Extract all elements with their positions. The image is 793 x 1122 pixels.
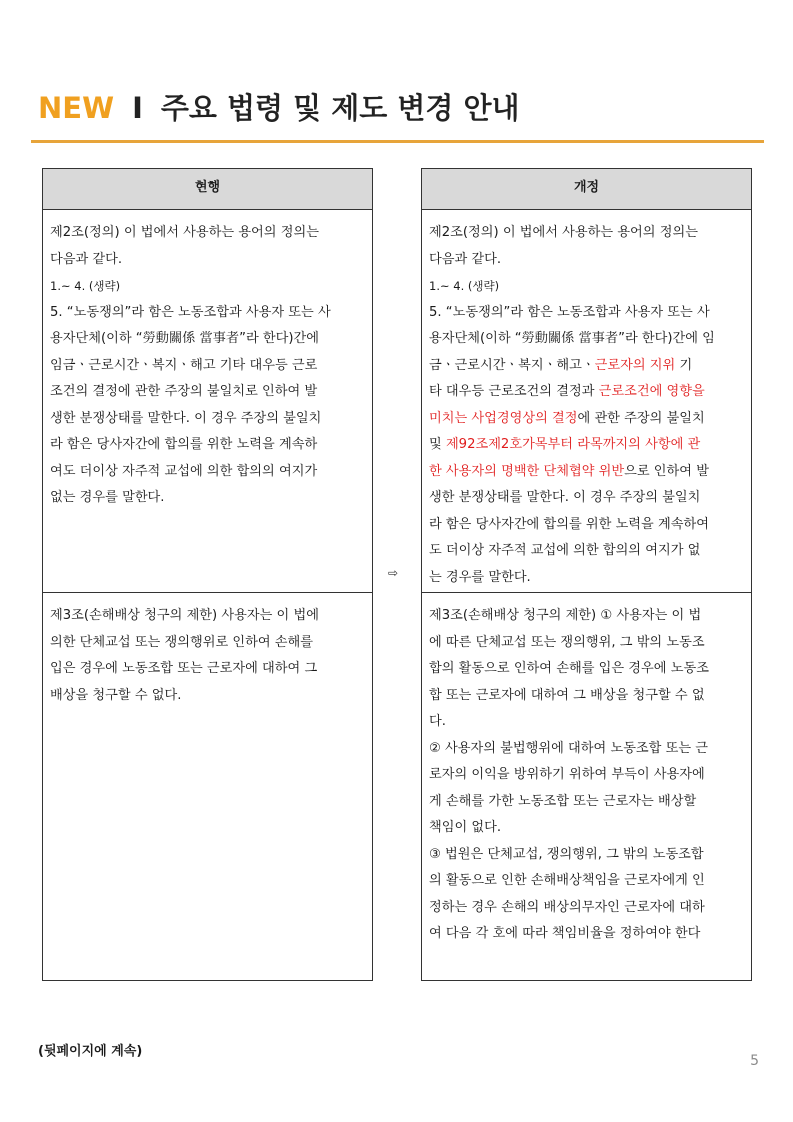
text-line: ② 사용자의 불법행위에 대하여 노동조합 또는 근 (429, 740, 709, 756)
text-line: 여 다음 각 호에 따라 책임비율을 정하여야 한다 (429, 926, 701, 941)
page-number: 5 (750, 1053, 759, 1069)
title-rule (31, 140, 764, 143)
new-label: NEW (38, 91, 115, 125)
text-line: 1.~ 4. (생략) (429, 279, 500, 293)
amended-text: 근로조건에 영향을 (598, 384, 705, 399)
amended-text: 제92조제2호가목부터 라목까지의 사항에 관 (445, 437, 701, 452)
text-line: 라 함은 당사자간에 합의를 위한 노력을 계속하여 (429, 516, 709, 532)
text-line: 임금ㆍ근로시간ㆍ복지ㆍ해고 기타 대우등 근로 (50, 357, 318, 373)
revised-header: 개정 (422, 169, 751, 210)
text-line (429, 353, 744, 380)
text-line: 합의 활동으로 인하여 손해를 입은 경우에 노동조 (429, 661, 709, 676)
text-segment: 및 (429, 437, 446, 452)
text-line: ③ 법원은 단체교섭, 쟁의행위, 그 밖의 노동조합 (429, 846, 704, 862)
text-line: 다음과 같다. (429, 251, 502, 267)
text-line: 정하는 경우 손해의 배상의무자인 근로자에 대하 (429, 899, 705, 915)
text-line: 생한 분쟁상태를 말한다. 이 경우 주장의 불일치 (50, 410, 322, 426)
text-line: 없는 경우를 말한다. (50, 490, 165, 505)
text-line: 라 함은 당사자간에 합의를 위한 노력을 계속하 (50, 437, 318, 452)
page-title (38, 86, 520, 127)
text-line: 배상을 청구할 수 없다. (50, 687, 182, 703)
text-line: 제3조(손해배상 청구의 제한) 사용자는 이 법에 (50, 608, 319, 623)
text-line: 의 활동으로 인한 손해배상책임을 근로자에게 인 (429, 873, 705, 888)
current-header: 현행 (43, 169, 372, 210)
text-segment: 으로 인하여 발 (624, 463, 709, 479)
text-line: 생한 분쟁상태를 말한다. 이 경우 주장의 불일치 (429, 490, 701, 505)
text-line: 에 따른 단체교섭 또는 쟁의행위, 그 밖의 노동조 (429, 634, 705, 650)
text-line: 의한 단체교섭 또는 쟁의행위로 인하여 손해를 (50, 634, 314, 650)
text-line: 게 손해를 가한 노동조합 또는 근로자는 배상할 (429, 793, 697, 809)
current-column (42, 168, 373, 981)
amended-text: 근로자의 지위 (594, 357, 676, 373)
current-article-2 (43, 210, 372, 593)
text-line: 제2조(정의) 이 법에서 사용하는 용어의 정의는 (429, 225, 698, 240)
text-line (429, 379, 744, 406)
text-line: 다음과 같다. (50, 251, 123, 267)
text-segment: 타 대우등 근로조건의 결정과 (429, 384, 599, 399)
text-line: 5. “노동쟁의”라 함은 노동조합과 사용자 또는 사 (50, 304, 331, 320)
text-line (429, 432, 744, 459)
title-text: 주요 법령 및 제도 변경 안내 (160, 91, 520, 125)
text-line: 1.~ 4. (생략) (50, 279, 121, 293)
text-line: 제2조(정의) 이 법에서 사용하는 용어의 정의는 (50, 225, 319, 240)
text-line: 는 경우를 말한다. (429, 569, 531, 585)
text-line: 제3조(손해배상 청구의 제한) ① 사용자는 이 법 (429, 608, 702, 623)
text-line: 입은 경우에 노동조합 또는 근로자에 대하여 그 (50, 661, 318, 676)
text-line: 용자단체(이하 “勞動關係 當事者”라 한다)간에 임 (429, 331, 715, 346)
text-line: 다. (429, 714, 446, 729)
text-line: 책임이 없다. (429, 820, 502, 835)
title-separator: I (132, 91, 143, 125)
text-segment: 기 (675, 357, 693, 373)
text-line (429, 406, 744, 433)
text-line: 용자단체(이하 “勞動關係 當事者”라 한다)간에 (50, 331, 319, 346)
text-line: 도 더이상 자주적 교섭에 의한 합의의 여지가 없 (429, 543, 701, 558)
text-line: 여도 더이상 자주적 교섭에 의한 합의의 여지가 (50, 463, 318, 479)
text-line: 합 또는 근로자에 대하여 그 배상을 청구할 수 없 (429, 687, 705, 703)
revised-column (421, 168, 752, 981)
text-line: 조건의 결정에 관한 주장의 불일치로 인하여 발 (50, 384, 318, 399)
text-line: 로자의 이익을 방위하기 위하여 부득이 사용자에 (429, 767, 705, 782)
continue-note: (뒷페이지에 계속) (38, 1044, 143, 1059)
current-article-3 (43, 593, 372, 980)
revised-article-2 (422, 210, 751, 593)
revised-article-3 (422, 593, 751, 980)
text-segment: 금ㆍ근로시간ㆍ복지ㆍ해고ㆍ (429, 357, 595, 373)
text-line: 5. “노동쟁의”라 함은 노동조합과 사용자 또는 사 (429, 304, 710, 320)
amended-text: 한 사용자의 명백한 단체협약 위반 (429, 463, 625, 479)
amended-text: 미치는 사업경영상의 결정 (429, 410, 578, 426)
text-segment: 에 관한 주장의 불일치 (577, 410, 705, 426)
right-arrow-icon: ⇨ (388, 566, 399, 580)
text-line (429, 459, 744, 486)
